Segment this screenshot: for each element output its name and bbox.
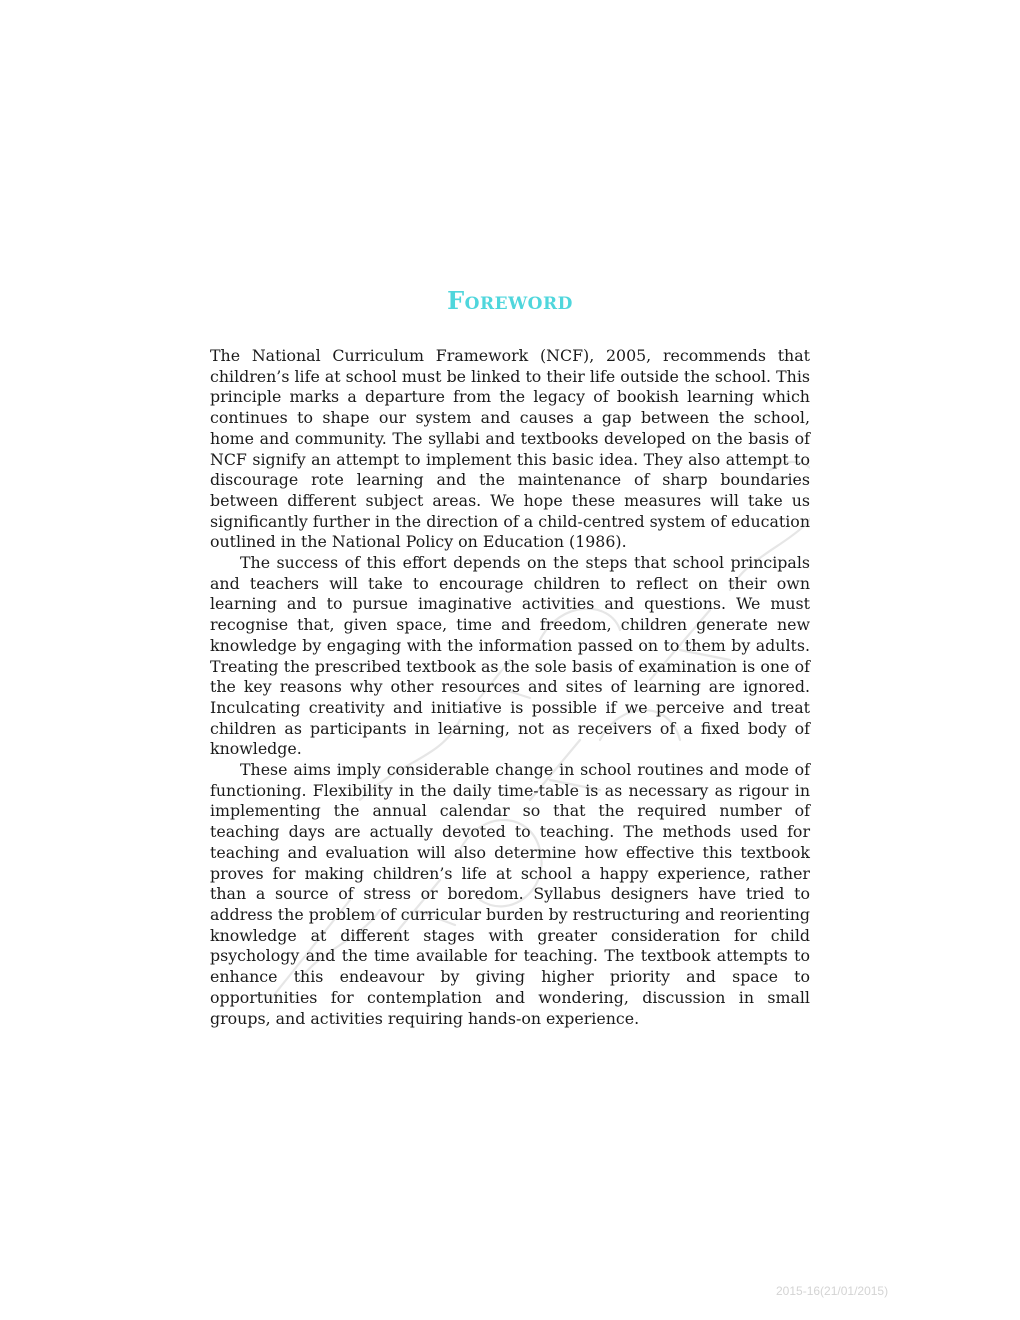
footer-stamp: 2015-16(21/01/2015): [776, 1284, 889, 1298]
page-title: Foreword: [447, 286, 573, 315]
paragraph-3: These aims imply considerable change in school routines and mode of functioning. Flexibility in the daily time-table is as necessary as rigour in implementing the annual calendar so that the required number of teaching days are actually devoted to teaching. The methods used for teaching and evaluation will also determine how effective this textbook proves for making children’s life at school a happy experience, rather than a source of stress or boredom. Syllabus designers have tried to address the problem of curricular burden by restructuring and reorienting knowledge at different stages with greater consideration for child psychology and the time available for teaching. The textbook attempts to enhance this endeavour by giving higher priority and space to opportunities for contemplation and wondering, discussion in small groups, and activities requiring hands-on experience.: [210, 760, 810, 1028]
paragraph-1: The National Curriculum Framework (NCF), 2005, recommends that children’s life at school must be linked to their life outside the school. This principle marks a departure from the legacy of bookish learning which continues to shape our system and causes a gap between the school, home and community. The syllabi and textbooks developed on the basis of NCF signify an attempt to implement this basic idea. They also attempt to discourage rote learning and the maintenance of sharp boundaries between different subject areas. We hope these measures will take us significantly further in the direction of a child-centred system of education outlined in the National Policy on Education (1986).: [210, 346, 810, 552]
body-text: [210, 346, 810, 1029]
paragraph-2: The success of this effort depends on the steps that school principals and teachers will take to encourage children to reflect on their own learning and to pursue imaginative activities and questions. We must recognise that, given space, time and freedom, children generate new knowledge by engaging with the information passed on to them by adults. Treating the prescribed textbook as the sole basis of examination is one of the key reasons why other resources and sites of learning are ignored. Inculcating creativity and initiative is possible if we perceive and treat children as participants in learning, not as receivers of a fixed body of knowledge.: [210, 553, 810, 759]
